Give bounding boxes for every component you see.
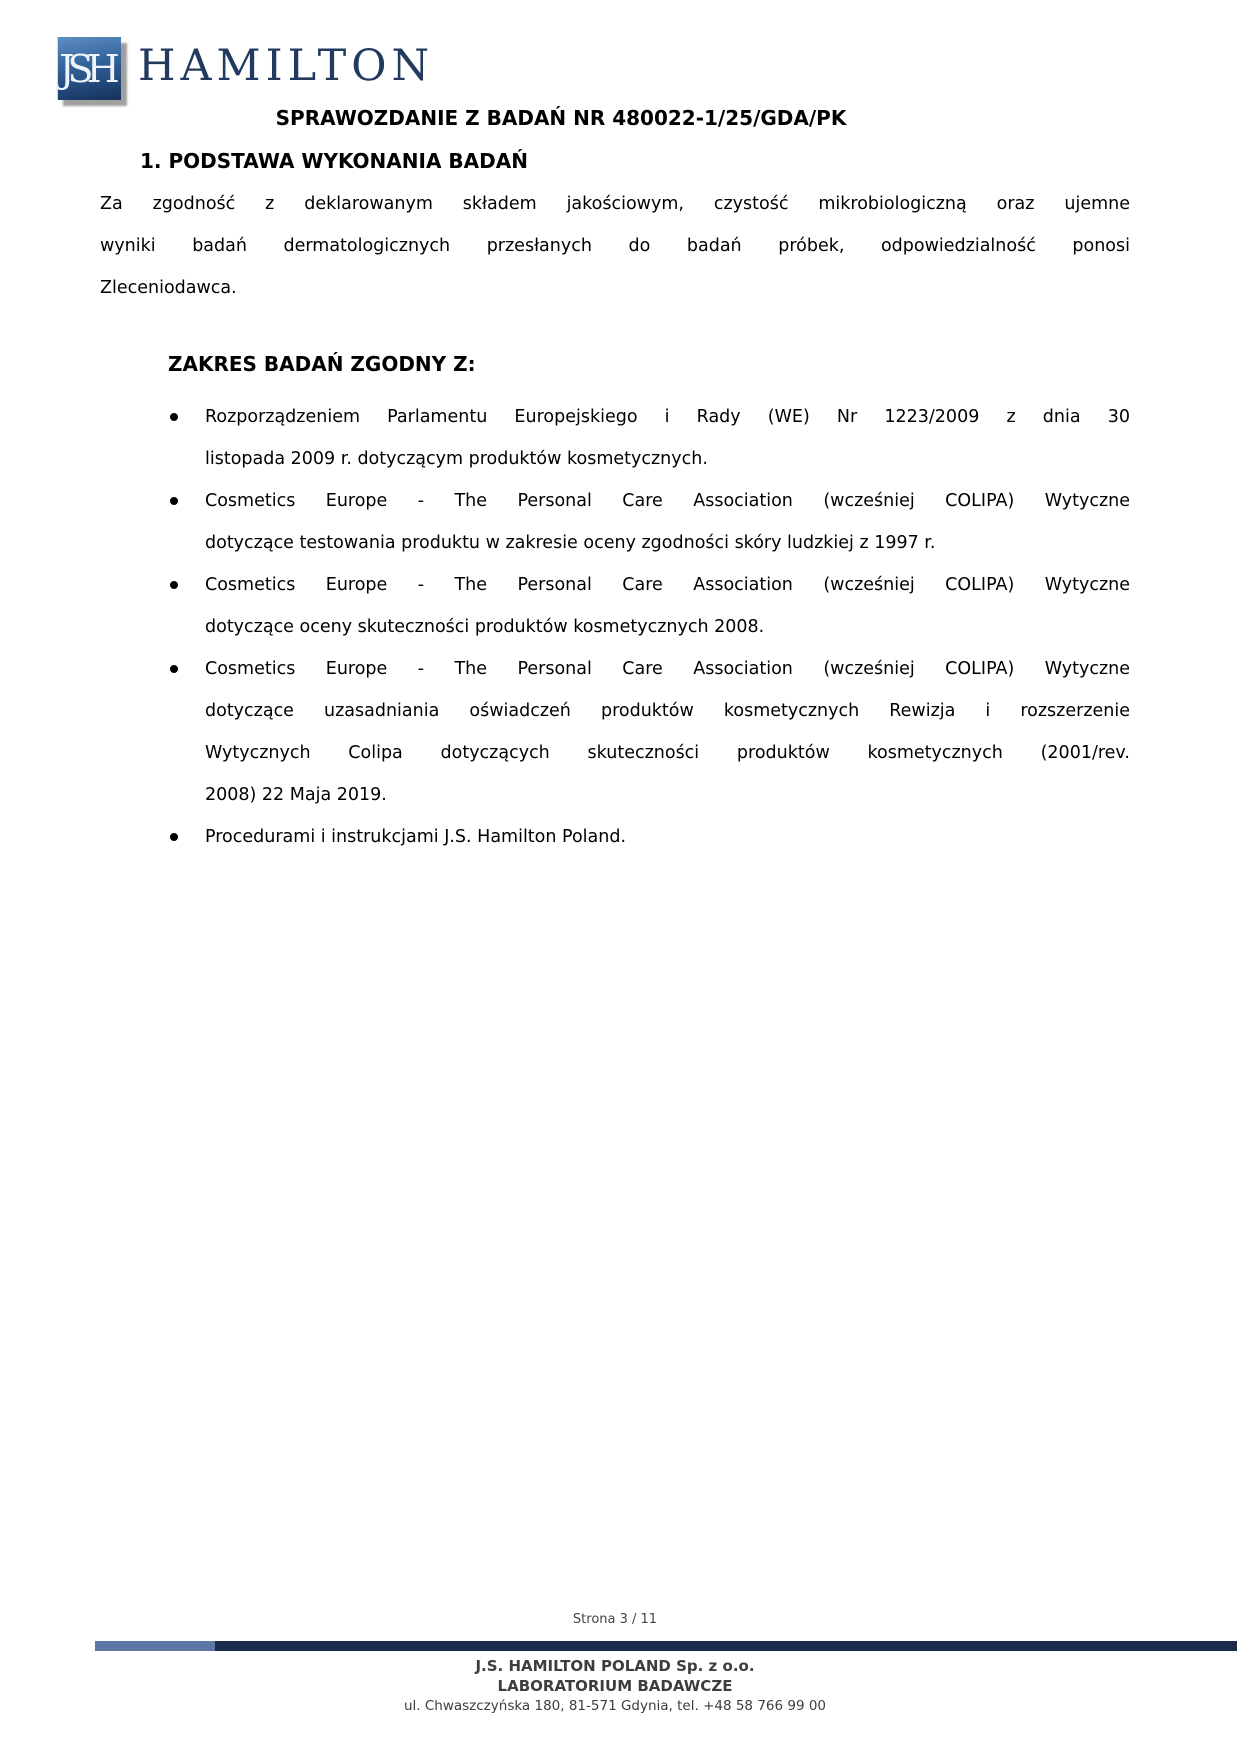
footer-divider-bar [95,1641,1237,1651]
logo-brand-text: HAMILTON [138,41,435,91]
bullet-list [100,396,1130,858]
list-item [100,396,1130,480]
list-item-line: Procedurami i instrukcjami J.S. Hamilton Poland. [205,827,627,847]
paragraph-line: Za zgodność z deklarowanym składem jakościowym, czystość mikrobiologiczną oraz ujemne [100,194,1130,214]
footer-department: LABORATORIUM BADAWCZE [497,1677,733,1695]
paragraph-line: Zleceniodawca. [100,278,237,298]
bullet-icon [170,833,178,841]
body-paragraph [100,183,1130,309]
bullet-icon [170,497,178,505]
report-title: SPRAWOZDANIE Z BADAŃ NR 480022-1/25/GDA/PK [275,106,847,130]
footer-divider-bar-accent [95,1641,215,1651]
list-item [100,816,1130,858]
bullet-icon [170,665,178,673]
footer [100,1656,1130,1716]
footer-address: ul. Chwaszczyńska 180, 81-571 Gdynia, tel. +48 58 766 99 00 [403,1698,827,1714]
list-item-line: Cosmetics Europe - The Personal Care Association (wcześniej COLIPA) Wytyczne [205,491,1130,511]
sub-heading: ZAKRES BADAŃ ZGODNY Z: [168,352,476,376]
list-item-line: listopada 2009 r. dotyczącym produktów kosmetycznych. [205,449,708,469]
list-item [100,648,1130,816]
list-item-line: Cosmetics Europe - The Personal Care Association (wcześniej COLIPA) Wytyczne [205,659,1130,679]
list-item-line: dotyczące testowania produktu w zakresie oceny zgodności skóry ludzkiej z 1997 r. [205,533,936,553]
list-item-line: dotyczące uzasadniania oświadczeń produktów kosmetycznych Rewizja i rozszerzenie [205,701,1130,721]
list-item [100,480,1130,564]
footer-company-name: J.S. HAMILTON POLAND Sp. z o.o. [475,1657,755,1675]
section-heading: 1. PODSTAWA WYKONANIA BADAŃ [140,149,528,173]
bullet-icon [170,581,178,589]
list-item-line: Wytycznych Colipa dotyczących skuteczności produktów kosmetycznych (2001/rev. [205,743,1130,763]
list-item-line: 2008) 22 Maja 2019. [205,785,387,805]
page-number: Strona 3 / 11 [572,1612,658,1627]
list-item-line: Cosmetics Europe - The Personal Care Association (wcześniej COLIPA) Wytyczne [205,575,1130,595]
list-item [100,564,1130,648]
list-item-line: dotyczące oceny skuteczności produktów kosmetycznych 2008. [205,617,765,637]
paragraph-line: wyniki badań dermatologicznych przesłanych do badań próbek, odpowiedzialność ponosi [100,236,1130,256]
list-item-line: Rozporządzeniem Parlamentu Europejskiego i Rady (WE) Nr 1223/2009 z dnia 30 [205,407,1130,427]
logo-monogram-text: JSH [59,46,113,91]
company-logo [57,37,434,100]
logo-monogram-icon [57,37,121,100]
bullet-icon [170,413,178,421]
